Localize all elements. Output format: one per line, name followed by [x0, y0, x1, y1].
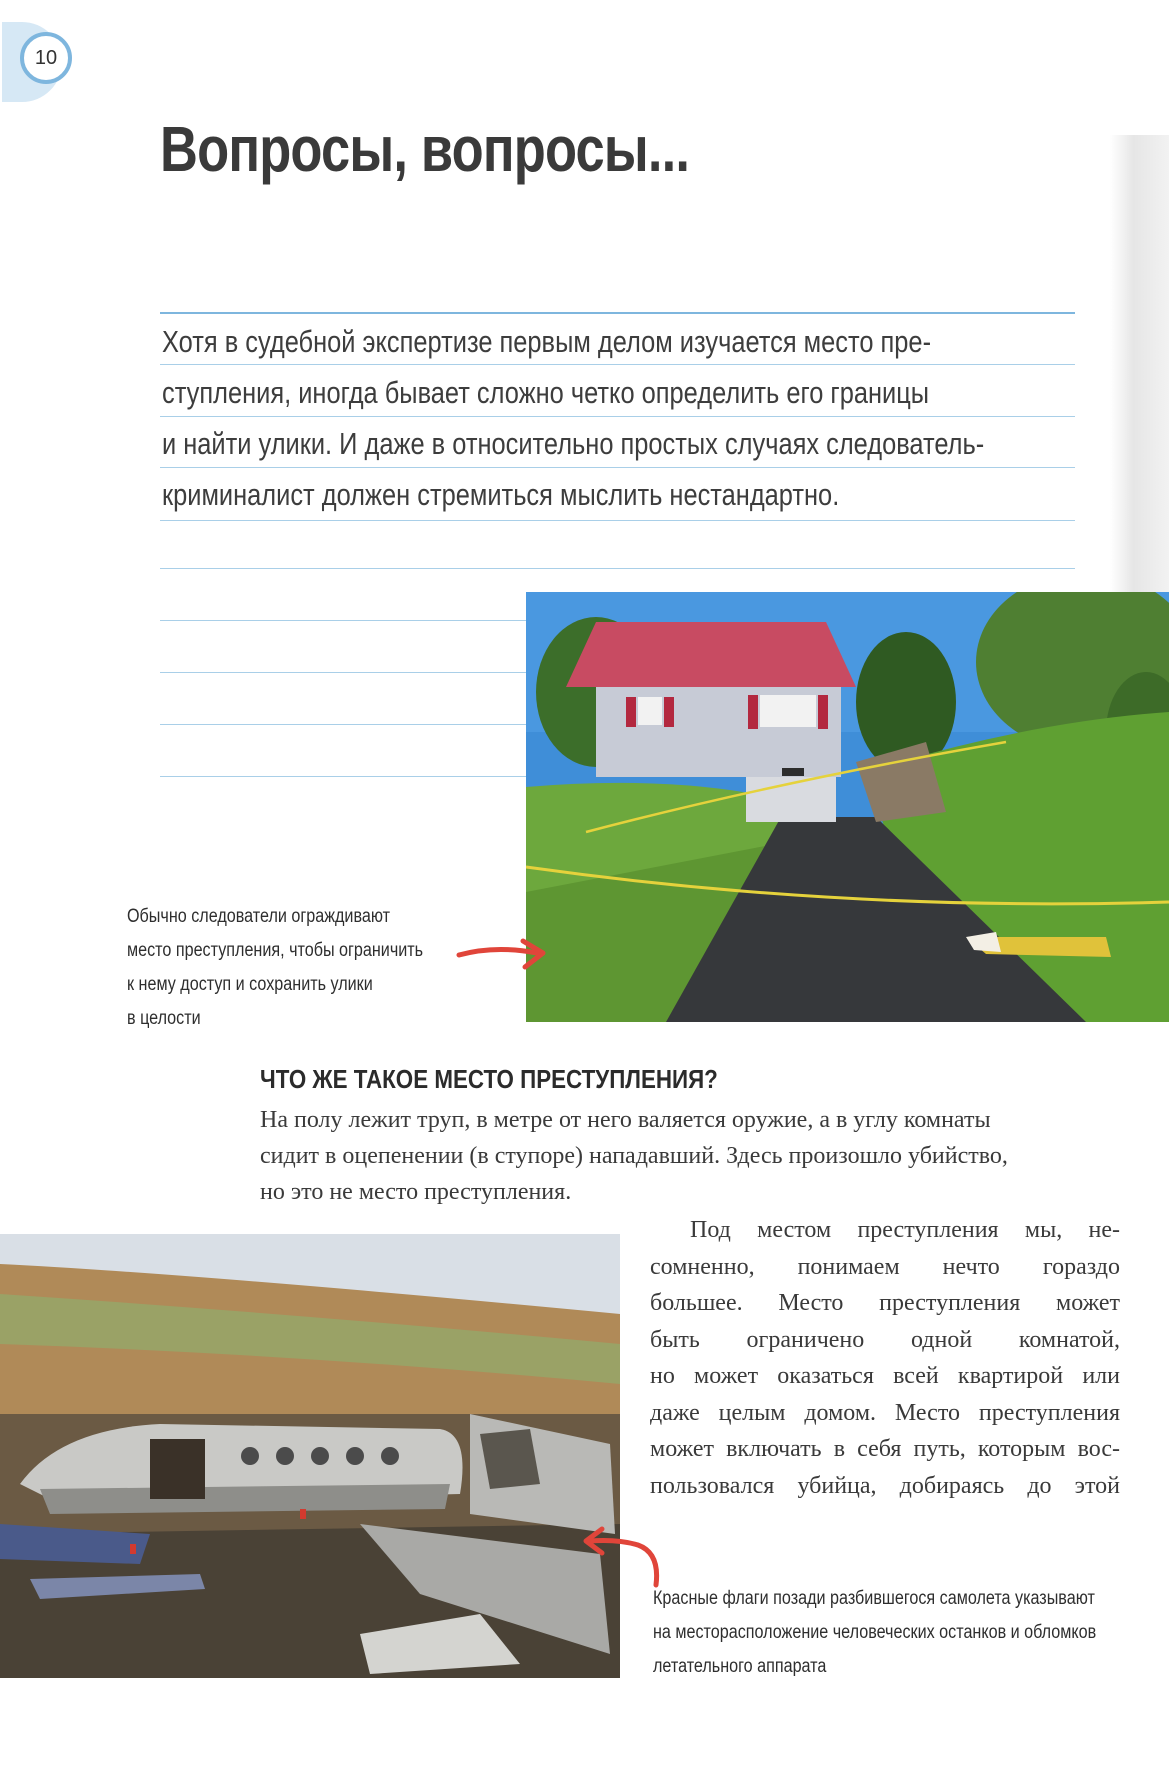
- house-caption-line-3: к нему доступ и сохранить улики: [127, 974, 373, 995]
- intro-line-1: Хотя в судебной экспертизе первым делом изучается место пре-: [162, 324, 932, 359]
- paragraph2-line-6: даже целым домом. Место преступления: [650, 1399, 1120, 1426]
- paragraph1-line-1: На полу лежит труп, в метре от него валяется оружие, а в углу комнаты: [260, 1107, 991, 1133]
- house-caption: [127, 900, 423, 1036]
- paragraph2: [650, 1212, 1120, 1504]
- intro-line-4: криминалист должен стремиться мыслить нестандартно.: [162, 477, 840, 512]
- paragraph2-line-3: большее. Место преступления может: [650, 1290, 1120, 1316]
- intro-line-3: и найти улики. И даже в относительно простых случаях следователь-: [162, 426, 985, 461]
- paragraph2-line-8: пользовался убийца, добираясь до этой: [650, 1472, 1120, 1499]
- plane-caption-line-1: Красные флаги позади разбившегося самолета указывают: [653, 1588, 1095, 1609]
- paragraph2-line-5: но может оказаться всей квартирой или: [650, 1363, 1120, 1389]
- paragraph2-line-4: быть ограничено одной комнатой,: [650, 1326, 1120, 1353]
- plane-caption-line-2: на месторасположение человеческих останков и обломков: [653, 1622, 1097, 1643]
- red-arrow-icon: [455, 935, 555, 975]
- house-crime-scene-photo: [526, 592, 1169, 1022]
- paragraph2-line-1: Под местом преступления мы, не-: [690, 1217, 1120, 1243]
- red-curved-arrow-icon: [578, 1525, 668, 1590]
- house-caption-line-1: Обычно следователи ограждивают: [127, 906, 390, 927]
- page-number: [20, 32, 72, 84]
- paragraph2-line-7: может включать в себя путь, которым вос-: [650, 1436, 1120, 1462]
- paragraph1-line-3: но это не место преступления.: [260, 1179, 572, 1205]
- paper-sheet-shadow: [1110, 135, 1169, 595]
- plane-caption: [653, 1582, 1096, 1684]
- house-caption-line-4: в целости: [127, 1008, 201, 1029]
- plane-crash-photo: [0, 1234, 620, 1678]
- paragraph1-line-2: сидит в оцепенении (в ступоре) нападавший. Здесь произошло убийство,: [260, 1143, 1008, 1169]
- page-number-text: 10: [34, 46, 58, 69]
- section-title: ЧТО ЖЕ ТАКОЕ МЕСТО ПРЕСТУПЛЕНИЯ?: [260, 1064, 718, 1094]
- plane-caption-line-3: летательного аппарата: [653, 1656, 827, 1677]
- intro-line-2: ступления, иногда бывает сложно четко определить его границы: [162, 375, 930, 410]
- paragraph2-line-2: сомненно, понимаем нечто гораздо: [650, 1253, 1120, 1280]
- page-heading: Вопросы, вопросы...: [160, 113, 690, 185]
- house-caption-line-2: место преступления, чтобы ограничить: [127, 940, 424, 961]
